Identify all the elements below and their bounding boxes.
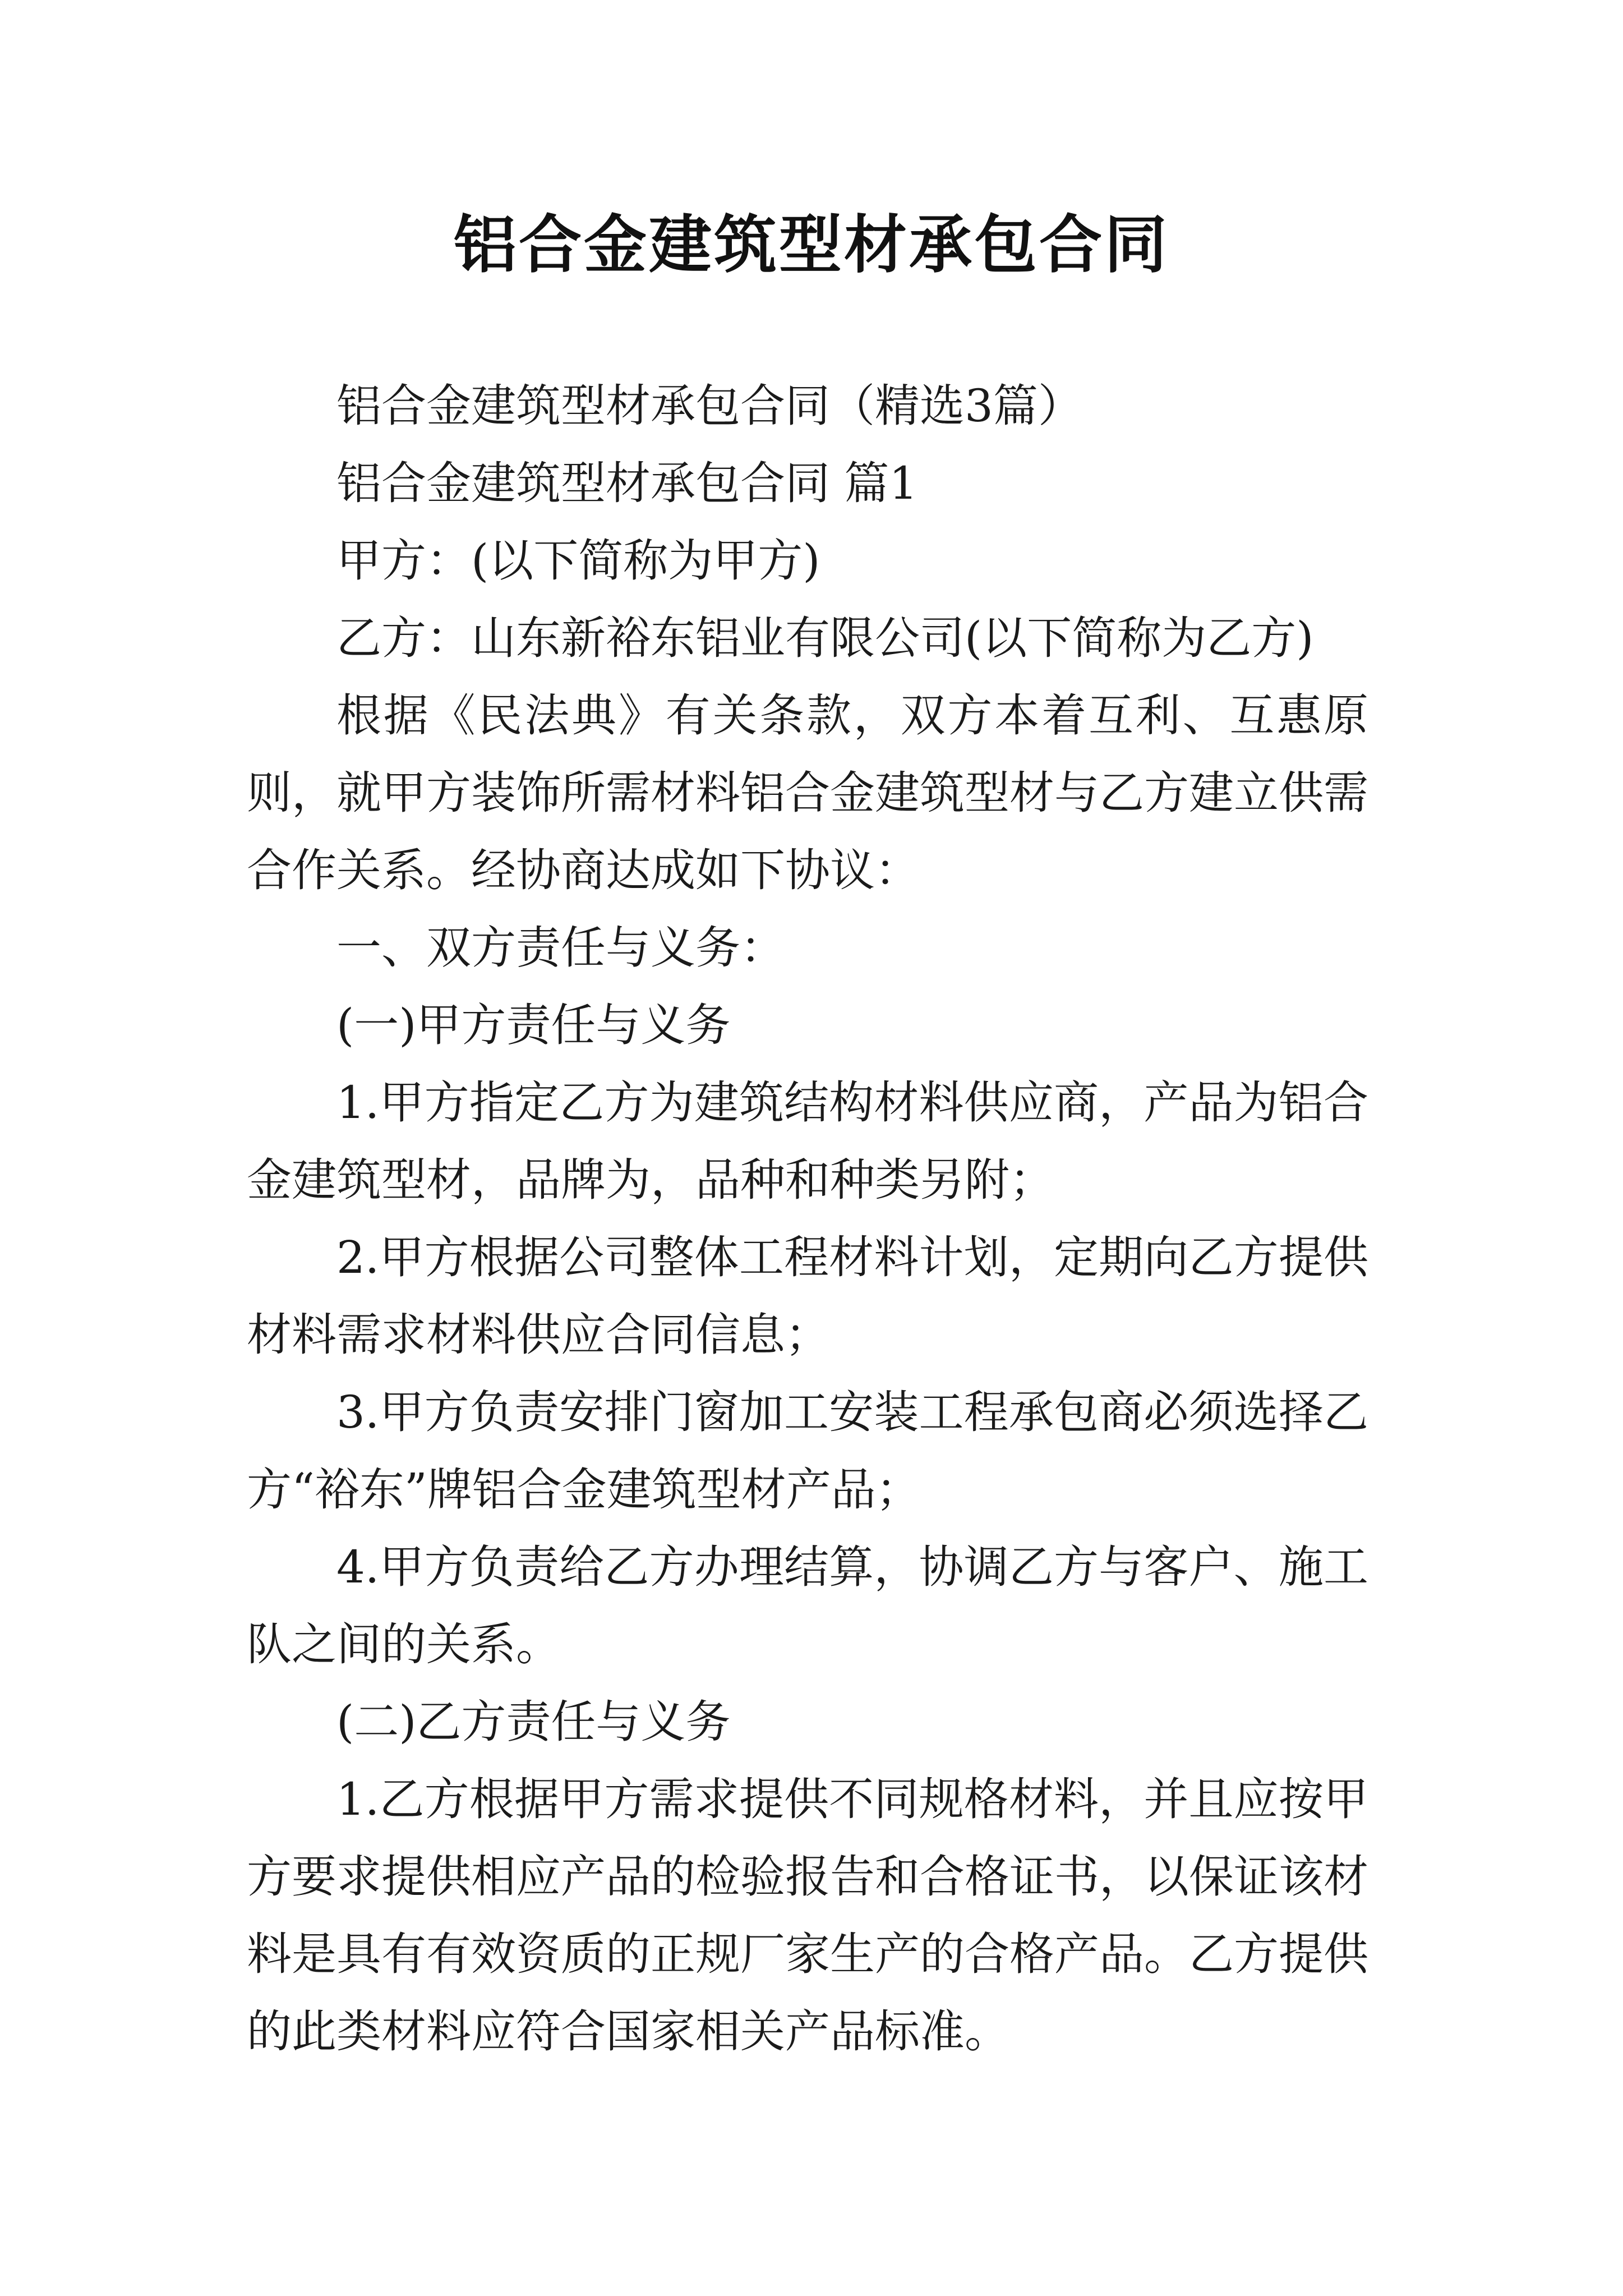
paragraph-party-a-duties-heading: (一)甲方责任与义务 bbox=[336, 999, 731, 1051]
document-body bbox=[247, 367, 1368, 2070]
paragraph-subtitle: 铝合金建筑型材承包合同（精选3篇） bbox=[336, 380, 1083, 432]
document-title: 铝合金建筑型材承包合同 bbox=[454, 208, 1169, 282]
paragraph-party-a-item-1: 1.甲方指定乙方为建筑结构材料供应商，产品为铝合金建筑型材，品牌为，品种和种类另附； bbox=[247, 1076, 1368, 1206]
paragraph-party-a: 甲方：(以下简称为甲方) bbox=[336, 535, 820, 587]
paragraph-party-b-duties-heading: (二)乙方责任与义务 bbox=[336, 1696, 731, 1748]
paragraph-preamble: 根据《民法典》有关条款，双方本着互利、互惠原则，就甲方装饰所需材料铝合金建筑型材与乙方建立供需合作关系。经协商达成如下协议： bbox=[247, 689, 1368, 896]
paragraph-clause-heading: 一、双方责任与义务： bbox=[336, 922, 785, 974]
paragraph-section-heading: 铝合金建筑型材承包合同 篇1 bbox=[336, 457, 918, 509]
paragraph-party-a-item-3: 3.甲方负责安排门窗加工安装工程承包商必须选择乙方“裕东”牌铝合金建筑型材产品； bbox=[247, 1386, 1368, 1516]
paragraph-party-a-item-2: 2.甲方根据公司整体工程材料计划，定期向乙方提供材料需求材料供应合同信息； bbox=[247, 1231, 1368, 1361]
paragraph-party-b: 乙方：山东新裕东铝业有限公司(以下简称为乙方) bbox=[336, 612, 1314, 664]
paragraph-party-b-item-1: 1.乙方根据甲方需求提供不同规格材料，并且应按甲方要求提供相应产品的检验报告和合格证书，以保证该材料是具有有效资质的正规厂家生产的合格产品。乙方提供的此类材料应符合国家相关产品标准。 bbox=[247, 1773, 1368, 2058]
paragraph-party-a-item-4: 4.甲方负责给乙方办理结算，协调乙方与客户、施工队之间的关系。 bbox=[247, 1541, 1368, 1671]
